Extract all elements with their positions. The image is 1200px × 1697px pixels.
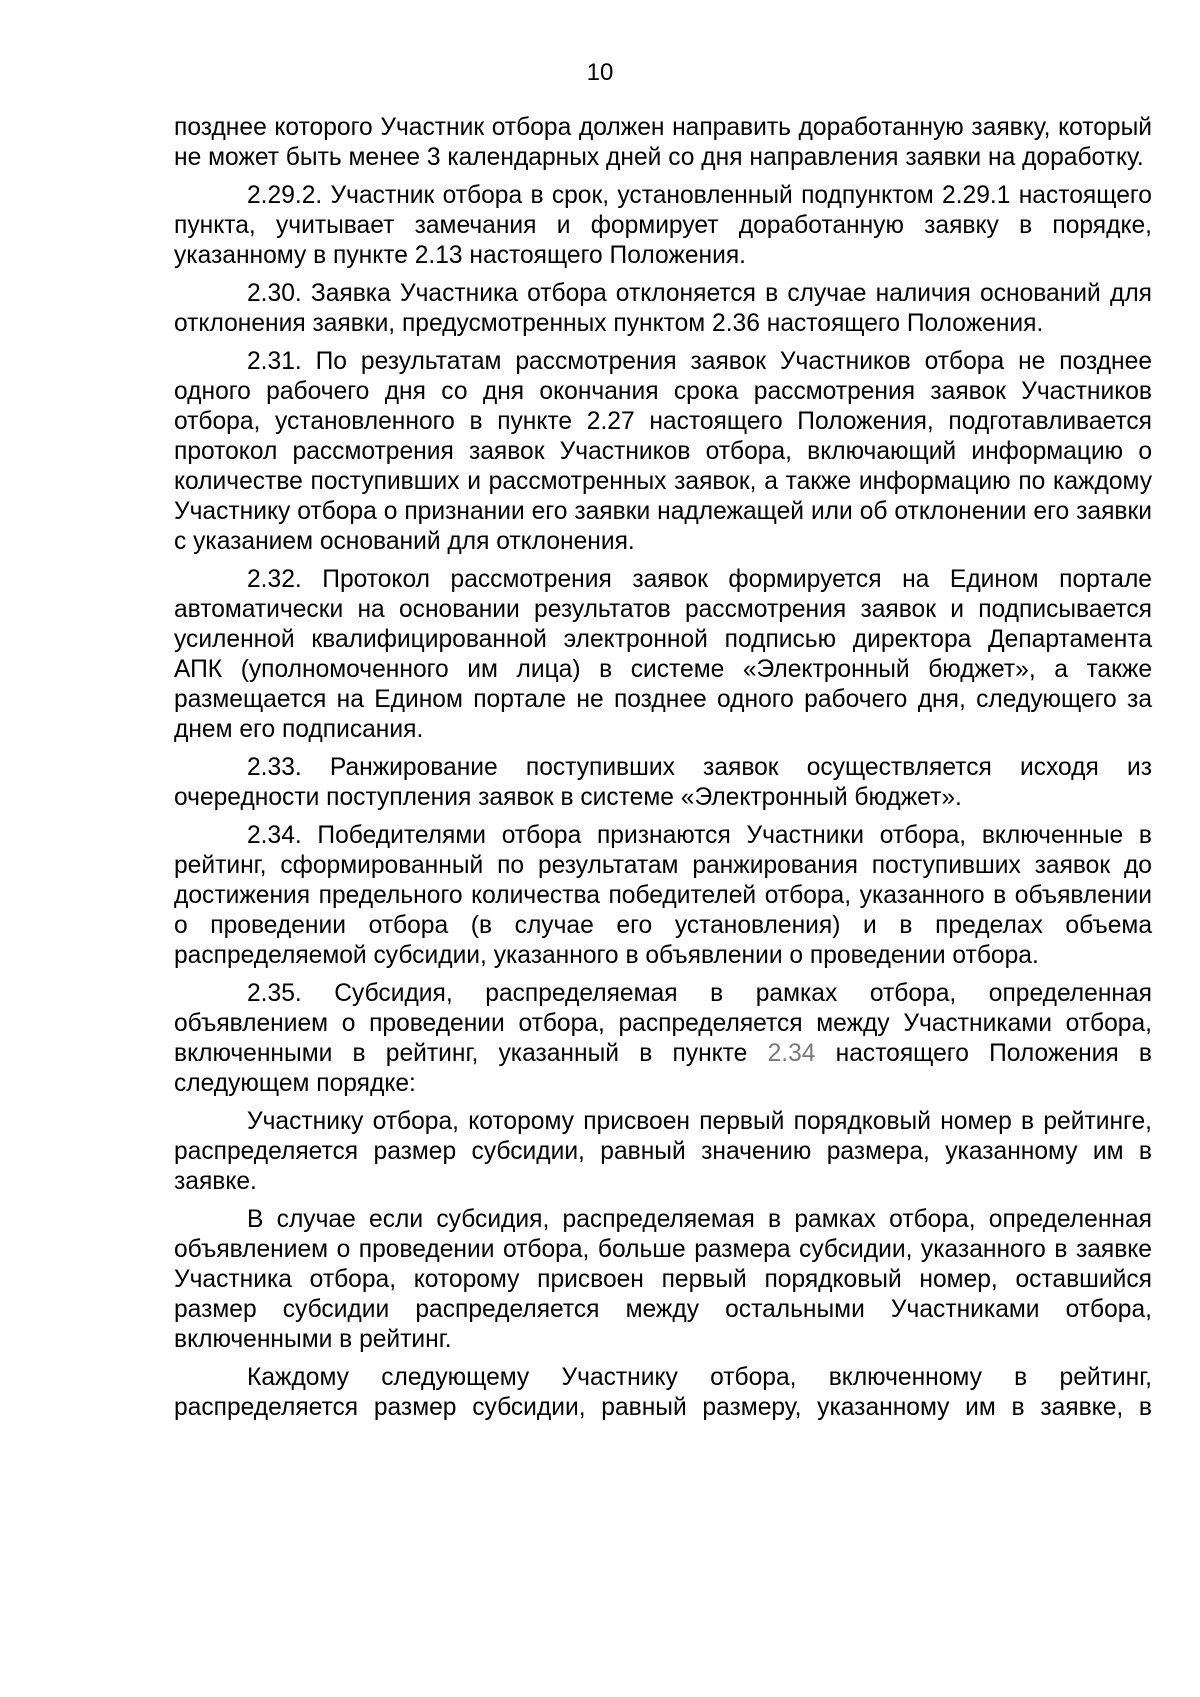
paragraph-2-30: 2.30. Заявка Участника отбора отклоняется в случае наличия оснований для отклонения заявки, предусмотренных пунктом 2.36 настоящего Положения. [174,280,1152,337]
paragraph-2-32: 2.32. Протокол рассмотрения заявок формируется на Едином портале автоматически на основании результатов рассмотрения заявок и подписывается усиленной квалифицированной электронной подписью директора Департамента АПК (уполномоченного им лица) в системе «Электронный бюджет», а также размещается на Едином портале не позднее одного рабочего дня, следующего за днем его подписания. [174,566,1152,743]
document-body [174,113,1152,1423]
paragraph-next-participant: Каждому следующему Участнику отбора, включенному в рейтинг, распределяется размер субсидии, равный размеру, указанному им в заявке, в [174,1364,1152,1421]
paragraph-2-35 [174,979,1152,1099]
paragraph-2-29-2: 2.29.2. Участник отбора в срок, установленный подпунктом 2.29.1 настоящего пункта, учитывает замечания и формирует доработанную заявку в порядке, указанному в пункте 2.13 настоящего Положения. [174,182,1152,269]
paragraph-2-31: 2.31. По результатам рассмотрения заявок Участников отбора не позднее одного рабочего дня со дня окончания срока рассмотрения заявок Участников отбора, установленного в пункте 2.27 настоящего Положения, подготавливается протокол рассмотрения заявок Участников отбора, включающий информацию о количестве поступивших и рассмотренных заявок, а также информацию по каждому Участнику отбора о признании его заявки надлежащей или об отклонении его заявки с указанием оснований для отклонения. [174,348,1152,555]
paragraph-first-participant: Участнику отбора, которому присвоен первый порядковый номер в рейтинге, распределяется размер субсидии, равный значению размера, указанному им в заявке. [174,1108,1152,1195]
cross-reference-link[interactable]: 2.34 [767,1040,816,1067]
paragraph-2-34: 2.34. Победителями отбора признаются Участники отбора, включенные в рейтинг, сформированный по результатам ранжирования поступивших заявок до достижения предельного количества победителей отбора, указанного в объявлении о проведении отбора (в случае его установления) и в пределах объема распределяемой субсидии, указанного в объявлении о проведении отбора. [174,822,1152,969]
paragraph-remaining-subsidy: В случае если субсидия, распределяемая в рамках отбора, определенная объявлением о проведении отбора, больше размера субсидии, указанного в заявке Участника отбора, которому присвоен первый порядковый номер, оставшийся размер субсидии распределяется между остальными Участниками отбора, включенными в рейтинг. [174,1206,1152,1353]
page-number: 10 [586,59,614,86]
paragraph-2-33: 2.33. Ранжирование поступивших заявок осуществляется исходя из очередности поступления заявок в системе «Электронный бюджет». [174,754,1152,811]
paragraph-2-35-text-after: настоящего Положения в следующем порядке: [174,1040,1152,1097]
paragraph-continuation: позднее которого Участник отбора должен направить доработанную заявку, который не может быть менее 3 календарных дней со дня направления заявки на доработку. [174,114,1152,171]
paragraph-2-35-text-before: 2.35. Субсидия, распределяемая в рамках отбора, определенная объявлением о проведении отбора, распределяется между Участниками отбора, включенными в рейтинг, указанный в пункте [174,980,1152,1067]
